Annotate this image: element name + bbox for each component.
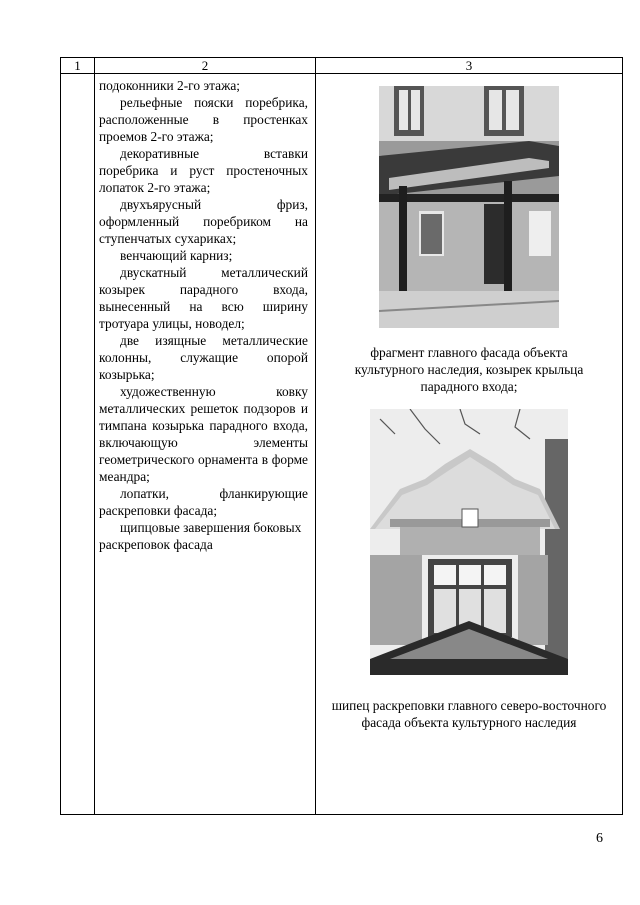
header-col-3: 3	[316, 58, 623, 74]
document-table	[60, 57, 623, 815]
list-item: две изящные металлические колонны, служащие опорой козырька;	[99, 333, 308, 382]
photos-cell	[316, 74, 623, 815]
list-item: подоконники 2-го этажа;	[99, 78, 240, 93]
photo-gable	[370, 409, 568, 675]
list-item: щипцовые завершения боковых раскреповок фасада	[99, 520, 302, 552]
list-item: декоративные вставки поребрика и руст простеночных лопаток 2-го этажа;	[99, 146, 308, 195]
photo-porch-canopy	[379, 86, 559, 328]
photo1-caption: фрагмент главного фасада объекта культурного наследия, козырек крыльца парадного входа;	[354, 345, 584, 394]
list-item: лопатки, фланкирующие раскреповки фасада;	[99, 486, 308, 518]
header-col-2: 2	[95, 58, 316, 74]
page-number: 6	[596, 831, 603, 846]
list-item: двускатный металлический козырек парадного входа, вынесенный на всю ширину тротуара улицы, новодел;	[99, 265, 308, 331]
features-cell	[95, 74, 316, 815]
header-col-1: 1	[61, 58, 95, 74]
photo2-caption: шипец раскреповки главного северо-восточного фасада объекта культурного наследия	[331, 698, 607, 730]
number-cell	[61, 74, 95, 815]
list-item: художественную ковку металлических решеток подзоров и тимпана козырька парадного входа, включающую элементы геометрического орнамента в форме меандра;	[99, 384, 308, 484]
list-item: двухъярусный фриз, оформленный поребриком на ступенчатых сухариках;	[99, 197, 308, 246]
list-item: венчающий карниз;	[120, 248, 233, 263]
list-item: рельефные пояски поребрика, расположенные в простенках проемов 2-го этажа;	[99, 95, 308, 144]
